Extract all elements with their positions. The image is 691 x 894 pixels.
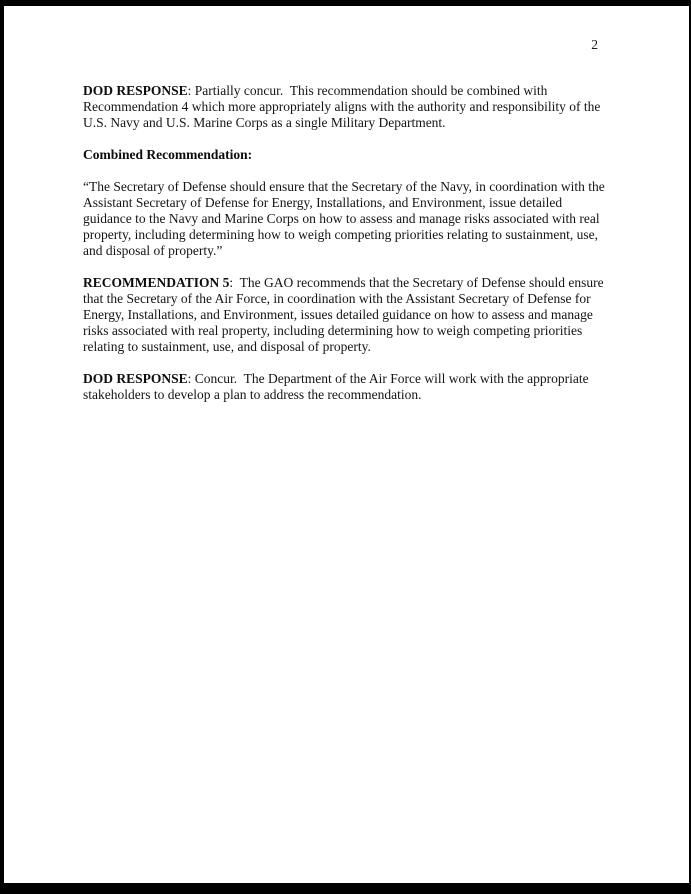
- paragraph-combined-recommendation-quote: “The Secretary of Defense should ensure that the Secretary of the Navy, in coordination with the Assistant Secretary of Defense for Energy, Installations, and Environment, issue detailed guidance to the Navy and Marine Corps on how to assess and manage risks associated with real property, including determining how to weigh competing priorities relating to sustainment, use, and disposal of property.”: [83, 179, 608, 258]
- heading-combined-recommendation: Combined Recommendation:: [83, 147, 253, 162]
- page-number: 2: [591, 37, 598, 52]
- dod-response-1-text: : Partially concur. This recommendation should be combined with Recommendation 4 which more appropriately aligns with the authority and responsibility of the U.S. Navy and U.S. Marine Corps as a single Military Department.: [83, 83, 604, 130]
- dod-response-2-label: DOD RESPONSE: [83, 371, 188, 386]
- paragraph-dod-response-2: [83, 371, 608, 403]
- dod-response-2-text: : Concur. The Department of the Air Force will work with the appropriate stakeholders to develop a plan to address the recommendation.: [83, 371, 592, 402]
- dod-response-1-label: DOD RESPONSE: [83, 83, 188, 98]
- paragraph-recommendation-5: [83, 275, 608, 355]
- page-content: [4, 6, 689, 883]
- recommendation-5-label: RECOMMENDATION 5: [83, 275, 230, 290]
- paragraph-dod-response-1: [83, 83, 608, 131]
- recommendation-5-text: : The GAO recommends that the Secretary of Defense should ensure that the Secretary of the Air Force, in coordination with the Assistant Secretary of Defense for Energy, Installations, and Environment, issues detailed guidance on how to assess and manage risks associated with real property, including determining how to weigh competing priorities relating to sustainment, use, and disposal of property.: [83, 275, 608, 354]
